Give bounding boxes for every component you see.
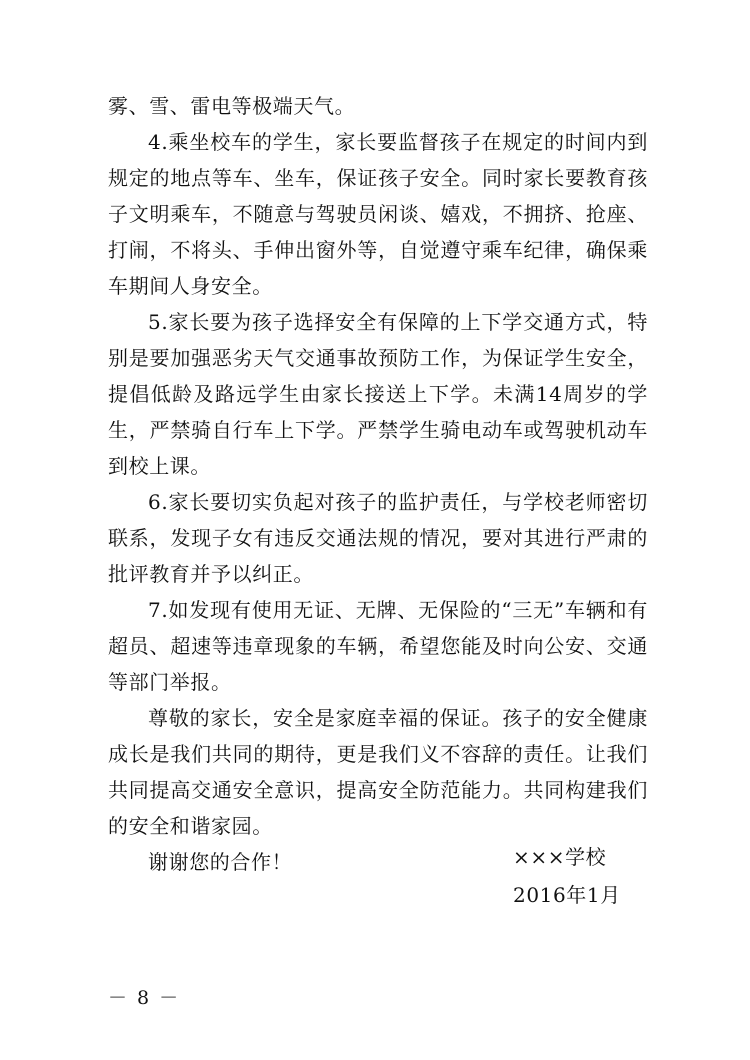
signature-block bbox=[513, 838, 653, 914]
paragraph-school-bus: 4.乘坐校车的学生，家长要监督孩子在规定的时间内到规定的地点等车、坐车，保证孩子安全。同时家长要教育孩子文明乘车，不随意与驾驶员闲谈、嬉戏，不拥挤、抢座、打闹，不将头、手伸出窗外等，自觉遵守乘车纪律，确保乘车期间人身安全。 bbox=[108, 130, 648, 298]
paragraph-report-violations: 7.如发现有使用无证、无牌、无保险的“三无”车辆和有超员、超速等违章现象的车辆，希望您能及时向公安、交通等部门举报。 bbox=[108, 598, 648, 694]
paragraph-guardian-duty: 6.家长要切实负起对孩子的监护责任，与学校老师密切联系，发现子女有违反交通法规的情况，要对其进行严肃的批评教育并予以纠正。 bbox=[108, 490, 648, 586]
paragraph-thanks: 谢谢您的合作！ bbox=[148, 850, 293, 874]
paragraph-weather-continuation: 雾、雪、雷电等极端天气。 bbox=[108, 94, 356, 118]
paragraph-commute-mode: 5.家长要为孩子选择安全有保障的上下学交通方式，特别是要加强恶劣天气交通事故预防工作，为保证学生安全，提倡低龄及路远学生由家长接送上下学。未满14周岁的学生，严禁骑自行车上下学。严禁学生骑电动车或驾驶机动车到校上课。 bbox=[108, 310, 648, 478]
signature-date: 2016年1月 bbox=[513, 883, 621, 907]
letter-body bbox=[108, 88, 648, 880]
paragraph-closing-appeal: 尊敬的家长，安全是家庭幸福的保证。孩子的安全健康成长是我们共同的期待，更是我们义不容辞的责任。让我们共同提高交通安全意识，提高安全防范能力。共同构建我们的安全和谐家园。 bbox=[108, 706, 648, 838]
signature-school: ×××学校 bbox=[513, 845, 607, 869]
page-number: － 8 － bbox=[108, 987, 181, 1009]
